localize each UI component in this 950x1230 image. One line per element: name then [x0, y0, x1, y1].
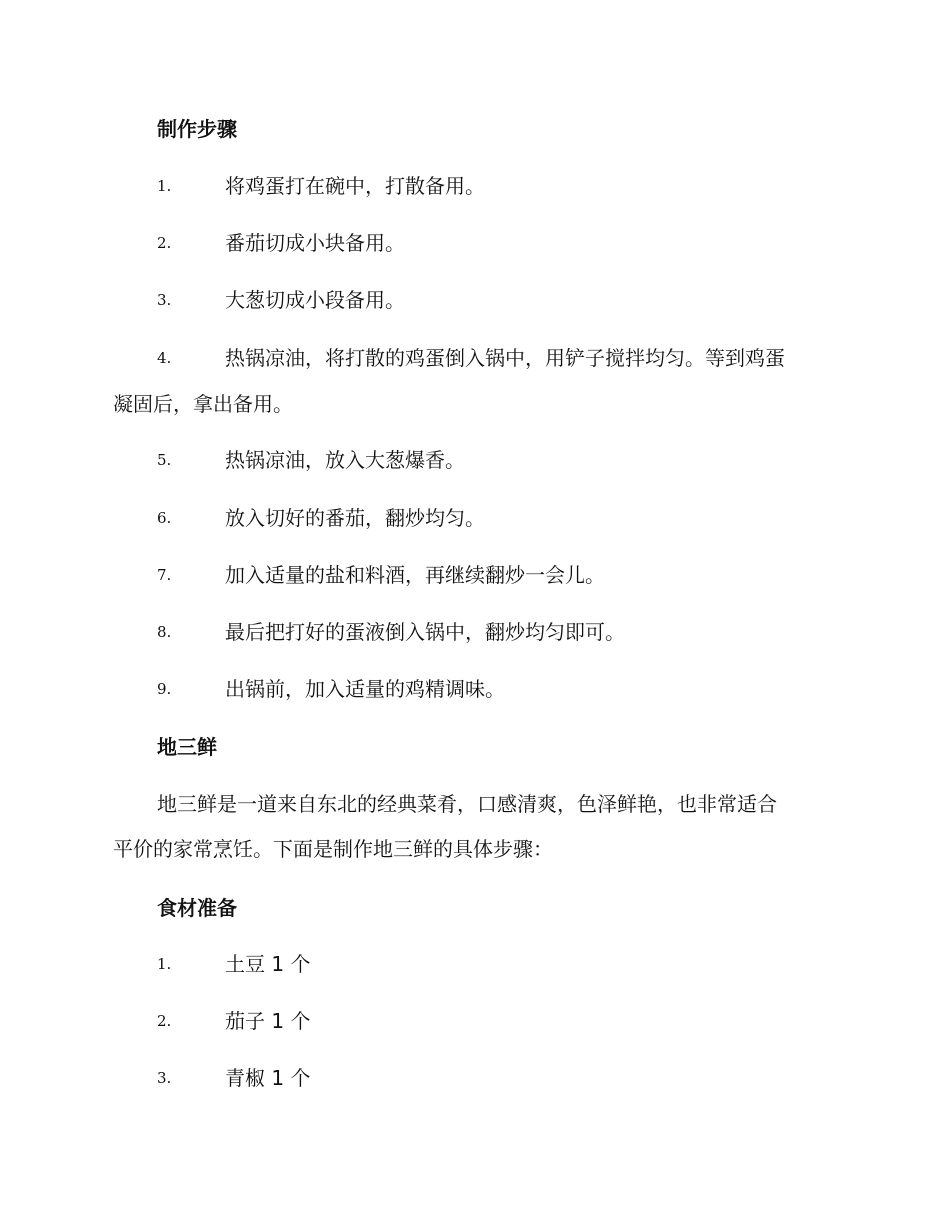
step-number: 8.: [157, 623, 172, 641]
step-text-line-2: 凝固后，拿出备用。: [113, 392, 293, 416]
step-number: 9.: [157, 680, 172, 698]
ingredient-text: 土豆 1 个: [225, 952, 311, 976]
step-text: 热锅凉油，放入大葱爆香。: [225, 448, 465, 472]
step-number: 6.: [157, 509, 172, 527]
step-number: 1.: [157, 177, 172, 195]
step-number: 4.: [157, 349, 172, 367]
section-heading-ingredients: 食材准备: [157, 896, 237, 920]
step-text-line-1: 热锅凉油，将打散的鸡蛋倒入锅中，用铲子搅拌均匀。等到鸡蛋: [225, 346, 785, 370]
step-text: 番茄切成小块备用。: [225, 231, 405, 255]
ingredient-number: 3.: [157, 1069, 172, 1087]
step-text: 最后把打好的蛋液倒入锅中，翻炒均匀即可。: [225, 620, 625, 644]
step-text: 放入切好的番茄，翻炒均匀。: [225, 506, 485, 530]
ingredient-text: 茄子 1 个: [225, 1009, 311, 1033]
step-number: 5.: [157, 451, 172, 469]
ingredient-number: 1.: [157, 955, 172, 973]
step-number: 7.: [157, 566, 172, 584]
section-heading-steps: 制作步骤: [157, 117, 237, 141]
step-text: 将鸡蛋打在碗中，打散备用。: [225, 174, 485, 198]
ingredient-text: 青椒 1 个: [225, 1066, 311, 1090]
step-number: 3.: [157, 291, 172, 309]
step-text: 加入适量的盐和料酒，再继续翻炒一会儿。: [225, 563, 605, 587]
ingredient-number: 2.: [157, 1012, 172, 1030]
intro-paragraph-line-1: 地三鲜是一道来自东北的经典菜肴，口感清爽，色泽鲜艳，也非常适合: [157, 792, 777, 816]
step-text: 出锅前，加入适量的鸡精调味。: [225, 677, 505, 701]
section-heading-disanxian: 地三鲜: [157, 735, 217, 759]
step-text: 大葱切成小段备用。: [225, 288, 405, 312]
intro-paragraph-line-2: 平价的家常烹饪。下面是制作地三鲜的具体步骤：: [113, 837, 553, 861]
step-number: 2.: [157, 234, 172, 252]
